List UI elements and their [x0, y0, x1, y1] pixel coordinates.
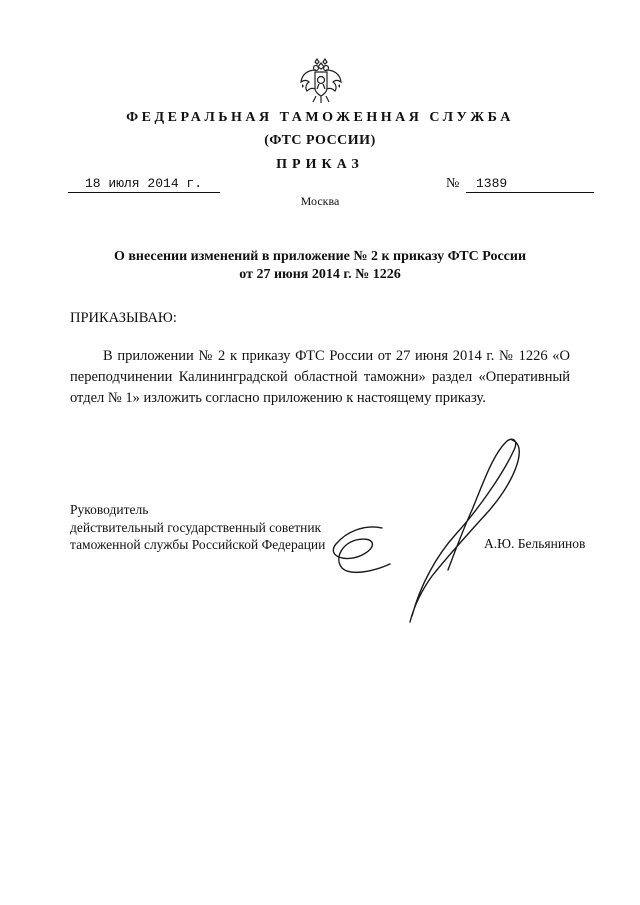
order-number: 1389	[466, 176, 594, 193]
agency-short-name: (ФТС РОССИИ)	[264, 133, 376, 148]
document-type: ПРИКАЗ	[276, 157, 364, 172]
order-subject	[70, 248, 570, 284]
russian-coat-of-arms-icon	[298, 58, 344, 104]
signatory-position	[70, 501, 325, 554]
order-paragraph: В приложении № 2 к приказу ФТС России от 27 июня 2014 г. № 1226 «О переподчинении Калининградской областной таможни» раздел «Оперативный отдел № 1» изложить согласно приложению к настоящему приказу.	[70, 348, 570, 406]
number-sign: №	[446, 176, 460, 191]
subject-line-2: от 27 июня 2014 г. № 1226	[239, 267, 401, 282]
order-date: 18 июля 2014 г.	[68, 176, 220, 193]
position-line-2: действительный государственный советник	[70, 519, 322, 535]
position-line-1: Руководитель	[70, 502, 149, 517]
agency-name: ФЕДЕРАЛЬНАЯ ТАМОЖЕННАЯ СЛУЖБА	[126, 110, 514, 125]
signatory-name: А.Ю. Бельянинов	[484, 536, 586, 551]
city: Москва	[300, 194, 340, 208]
handwritten-signature-icon	[316, 436, 536, 626]
order-word: ПРИКАЗЫВАЮ:	[70, 310, 177, 326]
position-line-3: таможенной службы Российской Федерации	[70, 537, 326, 552]
subject-line-1: О внесении изменений в приложение № 2 к приказу ФТС России	[113, 249, 527, 264]
